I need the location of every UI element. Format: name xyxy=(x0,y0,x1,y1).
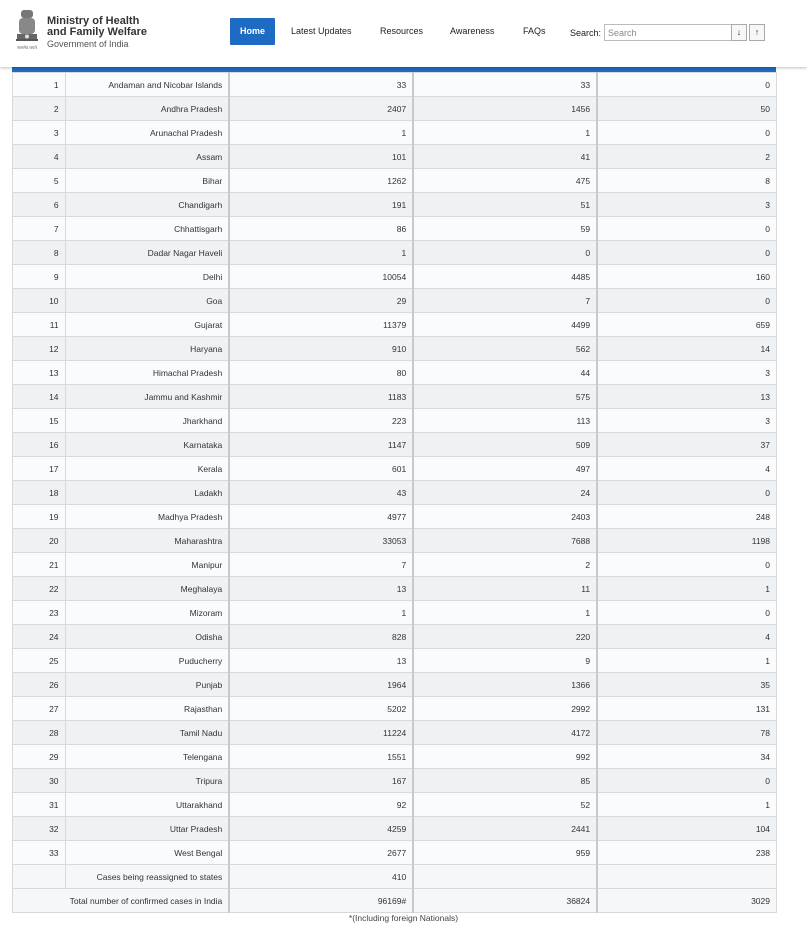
state-name-cell: Madhya Pradesh xyxy=(65,505,229,529)
confirmed-cases-cell: 43 xyxy=(229,481,413,505)
state-name-cell: Jammu and Kashmir xyxy=(65,385,229,409)
table-row xyxy=(13,385,777,409)
cured-cases-cell: 33 xyxy=(413,73,597,97)
confirmed-cases-cell: 601 xyxy=(229,457,413,481)
cured-cases-cell: 7 xyxy=(413,289,597,313)
cured-cases-cell: 2403 xyxy=(413,505,597,529)
state-name-cell: Maharashtra xyxy=(65,529,229,553)
table-row xyxy=(13,217,777,241)
brand-line-3: Government of India xyxy=(47,39,129,49)
deaths-cell: 0 xyxy=(597,289,776,313)
cured-cases-cell: 51 xyxy=(413,193,597,217)
table-row xyxy=(13,793,777,817)
state-name-cell: Gujarat xyxy=(65,313,229,337)
cured-cases-cell: 41 xyxy=(413,145,597,169)
deaths-cell: 2 xyxy=(597,145,776,169)
cured-cases-cell: 1456 xyxy=(413,97,597,121)
confirmed-cases-cell: 191 xyxy=(229,193,413,217)
row-number-cell: 17 xyxy=(13,457,66,481)
row-number-cell: 11 xyxy=(13,313,66,337)
cured-cases-cell: 562 xyxy=(413,337,597,361)
table-row xyxy=(13,433,777,457)
table-row xyxy=(13,673,777,697)
state-name-cell: Arunachal Pradesh xyxy=(65,121,229,145)
search-label: Search: xyxy=(570,28,602,38)
table-row xyxy=(13,481,777,505)
row-number-cell: 28 xyxy=(13,721,66,745)
row-number-cell: 29 xyxy=(13,745,66,769)
confirmed-cases-cell: 10054 xyxy=(229,265,413,289)
reassigned-label-cell: Cases being reassigned to states xyxy=(65,865,229,889)
confirmed-cases-cell: 33053 xyxy=(229,529,413,553)
table-row xyxy=(13,193,777,217)
state-name-cell: Puducherry xyxy=(65,649,229,673)
reassigned-row xyxy=(13,865,777,889)
table-row xyxy=(13,97,777,121)
cured-cases-cell: 4499 xyxy=(413,313,597,337)
reassigned-deaths-cell xyxy=(597,865,776,889)
row-number-cell: 3 xyxy=(13,121,66,145)
state-name-cell: Andaman and Nicobar Islands xyxy=(65,73,229,97)
state-name-cell: Punjab xyxy=(65,673,229,697)
cured-cases-cell: 509 xyxy=(413,433,597,457)
row-number-cell: 18 xyxy=(13,481,66,505)
row-number-cell: 1 xyxy=(13,73,66,97)
total-confirmed-cell: 96169# xyxy=(229,889,413,913)
state-name-cell: Goa xyxy=(65,289,229,313)
deaths-cell: 0 xyxy=(597,121,776,145)
ministry-brand[interactable] xyxy=(47,16,147,50)
cured-cases-cell: 1 xyxy=(413,601,597,625)
state-name-cell: Tamil Nadu xyxy=(65,721,229,745)
confirmed-cases-cell: 828 xyxy=(229,625,413,649)
state-name-cell: Meghalaya xyxy=(65,577,229,601)
table-row xyxy=(13,145,777,169)
table-row xyxy=(13,241,777,265)
table-row xyxy=(13,457,777,481)
table-row xyxy=(13,601,777,625)
cured-cases-cell: 59 xyxy=(413,217,597,241)
confirmed-cases-cell: 167 xyxy=(229,769,413,793)
table-row xyxy=(13,529,777,553)
table-body xyxy=(13,73,777,913)
row-number-cell: 15 xyxy=(13,409,66,433)
deaths-cell: 238 xyxy=(597,841,776,865)
deaths-cell: 131 xyxy=(597,697,776,721)
deaths-cell: 104 xyxy=(597,817,776,841)
state-name-cell: Chandigarh xyxy=(65,193,229,217)
cured-cases-cell: 220 xyxy=(413,625,597,649)
confirmed-cases-cell: 86 xyxy=(229,217,413,241)
state-name-cell: Rajasthan xyxy=(65,697,229,721)
search-input[interactable] xyxy=(604,24,732,41)
state-name-cell: West Bengal xyxy=(65,841,229,865)
nav-resources[interactable]: Resources xyxy=(380,26,424,36)
deaths-cell: 659 xyxy=(597,313,776,337)
table-row xyxy=(13,169,777,193)
state-name-cell: Karnataka xyxy=(65,433,229,457)
deaths-cell: 0 xyxy=(597,481,776,505)
deaths-cell: 248 xyxy=(597,505,776,529)
table-row xyxy=(13,289,777,313)
confirmed-cases-cell: 4259 xyxy=(229,817,413,841)
row-number-cell: 2 xyxy=(13,97,66,121)
row-number-cell: 7 xyxy=(13,217,66,241)
confirmed-cases-cell: 1262 xyxy=(229,169,413,193)
confirmed-cases-cell: 2407 xyxy=(229,97,413,121)
state-name-cell: Uttarakhand xyxy=(65,793,229,817)
row-number-cell: 31 xyxy=(13,793,66,817)
confirmed-cases-cell: 92 xyxy=(229,793,413,817)
state-name-cell: Telengana xyxy=(65,745,229,769)
deaths-cell: 0 xyxy=(597,553,776,577)
table-row xyxy=(13,337,777,361)
table-row xyxy=(13,577,777,601)
row-number-cell: 21 xyxy=(13,553,66,577)
cured-cases-cell: 113 xyxy=(413,409,597,433)
confirmed-cases-cell: 1 xyxy=(229,241,413,265)
row-number-cell: 5 xyxy=(13,169,66,193)
confirmed-cases-cell: 1964 xyxy=(229,673,413,697)
confirmed-cases-cell: 223 xyxy=(229,409,413,433)
deaths-cell: 50 xyxy=(597,97,776,121)
confirmed-cases-cell: 1 xyxy=(229,601,413,625)
row-number-cell: 23 xyxy=(13,601,66,625)
table-row xyxy=(13,745,777,769)
deaths-cell: 1 xyxy=(597,793,776,817)
confirmed-cases-cell: 80 xyxy=(229,361,413,385)
table-row xyxy=(13,121,777,145)
site-header xyxy=(0,0,807,67)
confirmed-cases-cell: 11379 xyxy=(229,313,413,337)
cured-cases-cell: 2 xyxy=(413,553,597,577)
cured-cases-cell: 475 xyxy=(413,169,597,193)
confirmed-cases-cell: 33 xyxy=(229,73,413,97)
confirmed-cases-cell: 13 xyxy=(229,649,413,673)
table-row xyxy=(13,313,777,337)
confirmed-cases-cell: 1 xyxy=(229,121,413,145)
row-number-cell: 12 xyxy=(13,337,66,361)
cured-cases-cell: 9 xyxy=(413,649,597,673)
table-row xyxy=(13,649,777,673)
row-number-cell: 10 xyxy=(13,289,66,313)
state-name-cell: Haryana xyxy=(65,337,229,361)
nav-faqs[interactable]: FAQs xyxy=(523,26,546,36)
table-row xyxy=(13,505,777,529)
table-row xyxy=(13,73,777,97)
table-row xyxy=(13,553,777,577)
deaths-cell: 3 xyxy=(597,361,776,385)
table-row xyxy=(13,361,777,385)
state-name-cell: Chhattisgarh xyxy=(65,217,229,241)
cured-cases-cell: 4172 xyxy=(413,721,597,745)
state-name-cell: Manipur xyxy=(65,553,229,577)
row-number-cell: 6 xyxy=(13,193,66,217)
deaths-cell: 0 xyxy=(597,601,776,625)
state-name-cell: Kerala xyxy=(65,457,229,481)
row-number-cell: 33 xyxy=(13,841,66,865)
state-name-cell: Jharkhand xyxy=(65,409,229,433)
search-down-button[interactable]: ↓ xyxy=(731,24,747,41)
state-name-cell: Odisha xyxy=(65,625,229,649)
table-row xyxy=(13,721,777,745)
confirmed-cases-cell: 4977 xyxy=(229,505,413,529)
deaths-cell: 78 xyxy=(597,721,776,745)
reassigned-cured-cell xyxy=(413,865,597,889)
deaths-cell: 3 xyxy=(597,193,776,217)
confirmed-cases-cell: 5202 xyxy=(229,697,413,721)
state-name-cell: Bihar xyxy=(65,169,229,193)
row-number-cell xyxy=(13,865,66,889)
table-row xyxy=(13,409,777,433)
confirmed-cases-cell: 2677 xyxy=(229,841,413,865)
row-number-cell: 27 xyxy=(13,697,66,721)
deaths-cell: 0 xyxy=(597,73,776,97)
table-header-bar xyxy=(12,67,776,72)
state-name-cell: Uttar Pradesh xyxy=(65,817,229,841)
row-number-cell: 8 xyxy=(13,241,66,265)
cured-cases-cell: 575 xyxy=(413,385,597,409)
state-name-cell: Dadar Nagar Haveli xyxy=(65,241,229,265)
brand-line-2: and Family Welfare xyxy=(47,26,148,38)
cured-cases-cell: 85 xyxy=(413,769,597,793)
total-cured-cell: 36824 xyxy=(413,889,597,913)
deaths-cell: 0 xyxy=(597,217,776,241)
cured-cases-cell: 2441 xyxy=(413,817,597,841)
cured-cases-cell: 497 xyxy=(413,457,597,481)
row-number-cell: 30 xyxy=(13,769,66,793)
confirmed-cases-cell: 11224 xyxy=(229,721,413,745)
row-number-cell: 14 xyxy=(13,385,66,409)
nav-home[interactable]: Home xyxy=(230,18,275,45)
deaths-cell: 1 xyxy=(597,649,776,673)
row-number-cell: 22 xyxy=(13,577,66,601)
state-name-cell: Ladakh xyxy=(65,481,229,505)
brand-line-1: Ministry of Health xyxy=(47,15,140,27)
deaths-cell: 8 xyxy=(597,169,776,193)
deaths-cell: 1 xyxy=(597,577,776,601)
deaths-cell: 3 xyxy=(597,409,776,433)
table-row xyxy=(13,817,777,841)
deaths-cell: 35 xyxy=(597,673,776,697)
cured-cases-cell: 52 xyxy=(413,793,597,817)
row-number-cell: 4 xyxy=(13,145,66,169)
emblem-caption: सत्यमेव जयते xyxy=(17,45,37,50)
table-row xyxy=(13,697,777,721)
deaths-cell: 13 xyxy=(597,385,776,409)
cured-cases-cell: 959 xyxy=(413,841,597,865)
state-name-cell: Tripura xyxy=(65,769,229,793)
deaths-cell: 34 xyxy=(597,745,776,769)
row-number-cell: 24 xyxy=(13,625,66,649)
cured-cases-cell: 4485 xyxy=(413,265,597,289)
cured-cases-cell: 1 xyxy=(413,121,597,145)
search-up-button[interactable]: ↑ xyxy=(749,24,765,41)
deaths-cell: 37 xyxy=(597,433,776,457)
confirmed-cases-cell: 1147 xyxy=(229,433,413,457)
row-number-cell: 13 xyxy=(13,361,66,385)
cured-cases-cell: 1366 xyxy=(413,673,597,697)
deaths-cell: 14 xyxy=(597,337,776,361)
row-number-cell: 19 xyxy=(13,505,66,529)
total-deaths-cell: 3029 xyxy=(597,889,776,913)
nav-latest-updates[interactable]: Latest Updates xyxy=(291,26,352,36)
state-name-cell: Mizoram xyxy=(65,601,229,625)
table-row xyxy=(13,841,777,865)
reassigned-confirmed-cell: 410 xyxy=(229,865,413,889)
covid-state-table xyxy=(12,72,777,913)
deaths-cell: 0 xyxy=(597,241,776,265)
confirmed-cases-cell: 101 xyxy=(229,145,413,169)
table-row xyxy=(13,265,777,289)
nav-awareness[interactable]: Awareness xyxy=(450,26,495,36)
state-name-cell: Himachal Pradesh xyxy=(65,361,229,385)
state-name-cell: Assam xyxy=(65,145,229,169)
deaths-cell: 160 xyxy=(597,265,776,289)
confirmed-cases-cell: 13 xyxy=(229,577,413,601)
row-number-cell: 20 xyxy=(13,529,66,553)
cured-cases-cell: 0 xyxy=(413,241,597,265)
row-number-cell: 16 xyxy=(13,433,66,457)
cured-cases-cell: 992 xyxy=(413,745,597,769)
confirmed-cases-cell: 1183 xyxy=(229,385,413,409)
cured-cases-cell: 7688 xyxy=(413,529,597,553)
national-emblem-icon xyxy=(12,8,42,54)
confirmed-cases-cell: 1551 xyxy=(229,745,413,769)
table-row xyxy=(13,625,777,649)
cured-cases-cell: 24 xyxy=(413,481,597,505)
state-name-cell: Andhra Pradesh xyxy=(65,97,229,121)
deaths-cell: 4 xyxy=(597,625,776,649)
row-number-cell: 25 xyxy=(13,649,66,673)
deaths-cell: 4 xyxy=(597,457,776,481)
deaths-cell: 1198 xyxy=(597,529,776,553)
cured-cases-cell: 44 xyxy=(413,361,597,385)
table-row xyxy=(13,769,777,793)
confirmed-cases-cell: 7 xyxy=(229,553,413,577)
state-name-cell: Delhi xyxy=(65,265,229,289)
row-number-cell: 9 xyxy=(13,265,66,289)
cured-cases-cell: 2992 xyxy=(413,697,597,721)
confirmed-cases-cell: 910 xyxy=(229,337,413,361)
total-row xyxy=(13,889,777,913)
confirmed-cases-cell: 29 xyxy=(229,289,413,313)
cured-cases-cell: 11 xyxy=(413,577,597,601)
row-number-cell: 26 xyxy=(13,673,66,697)
row-number-cell: 32 xyxy=(13,817,66,841)
total-label-cell: Total number of confirmed cases in India xyxy=(13,889,230,913)
table-footnote: *(Including foreign Nationals) xyxy=(348,913,459,923)
deaths-cell: 0 xyxy=(597,769,776,793)
